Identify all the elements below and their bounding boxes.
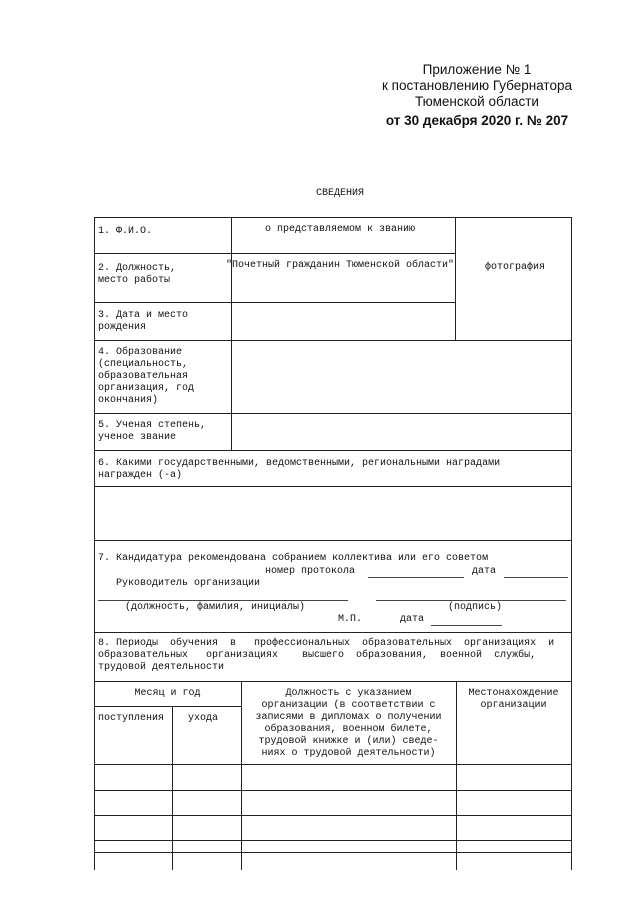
periods-text: 8. Периоды обучения в профессиональных образовательных организациях и образовательных организациях высшего образования, военной службы, трудовой деятельности	[98, 638, 555, 673]
table-row[interactable]	[95, 791, 571, 814]
field-birth-value[interactable]	[233, 304, 453, 338]
field-education-label: 4. Образование (специальность, образовательная организация, год окончания)	[98, 347, 195, 406]
protocol-date-label: дата	[472, 566, 497, 577]
field-education-value[interactable]	[233, 342, 569, 411]
appendix-decree: к постановлению Губернатора	[382, 78, 572, 93]
appendix-number: Приложение № 1	[422, 62, 532, 77]
protocol-date-line[interactable]	[504, 577, 568, 578]
field-position-value[interactable]	[233, 255, 453, 300]
head-signature-caption: (подпись)	[448, 602, 503, 613]
table-header-admission: поступления	[98, 713, 165, 724]
field-birth-label: 3. Дата и место рождения	[98, 310, 189, 333]
field-position-label: 2. Должность, место работы	[98, 263, 177, 286]
appendix-header	[372, 62, 582, 129]
candidacy-text: 7. Кандидатура рекомендована собранием коллектива или его советом	[98, 553, 489, 564]
stamp-label: М.П.	[338, 614, 363, 625]
head-name-caption: (должность, фамилия, инициалы)	[125, 602, 306, 613]
sign-date-line[interactable]	[431, 625, 502, 626]
field-fio-value[interactable]	[233, 219, 453, 251]
head-name-line[interactable]	[98, 600, 348, 601]
table-header-month-year: Месяц и год	[134, 688, 201, 699]
field-degree-label: 5. Ученая степень, ученое звание	[98, 420, 207, 443]
field-degree-value[interactable]	[233, 415, 569, 448]
title-subtitle: о представляемом к званию	[264, 224, 416, 235]
table-row[interactable]	[95, 765, 571, 789]
protocol-number-line[interactable]	[368, 577, 464, 578]
appendix-region: Тюменской области	[415, 94, 539, 109]
protocol-number-label: номер протокола	[265, 566, 356, 577]
photo-placeholder: фотография	[485, 262, 546, 273]
title-main: СВЕДЕНИЯ	[315, 188, 364, 199]
table-row[interactable]	[95, 841, 571, 851]
table-header-position: Должность с указанием организации (в соответствии с записями в дипломах о получении образования, военном билете, трудовой книжке и (или) сведе- ниях о трудовой деятельности)	[255, 688, 442, 759]
appendix-date: от 30 декабря 2020 г. № 207	[385, 113, 569, 128]
sign-date-label: дата	[400, 614, 425, 625]
table-header-location: Местонахождение организации	[468, 688, 559, 711]
table-row[interactable]	[95, 816, 571, 839]
title-rank: "Почетный гражданин Тюменской области"	[225, 260, 455, 271]
field-awards-label: 6. Какими государственными, ведомственными, региональными наградами награжден (-а)	[98, 458, 501, 481]
head-label: Руководитель организации	[116, 578, 261, 589]
table-header-leaving: ухода	[188, 713, 219, 724]
field-awards-value[interactable]	[96, 488, 569, 538]
field-fio-label: 1. Ф.И.О.	[98, 226, 153, 237]
head-signature-line[interactable]	[376, 600, 566, 601]
